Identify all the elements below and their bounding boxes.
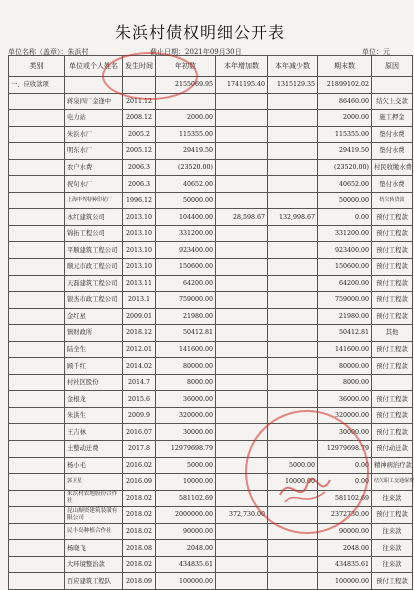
reason-cell: 往来款: [372, 556, 413, 573]
start-value-cell: 100000.00: [156, 573, 216, 590]
decrease-cell: [268, 126, 318, 143]
name-cell: 顺元市政工程公司: [65, 259, 123, 276]
increase-cell: [216, 259, 268, 276]
time-cell: 2016.09: [123, 474, 156, 491]
time-cell: 2013.10: [123, 242, 156, 259]
reason-cell: 预付工程款: [372, 292, 413, 309]
decrease-cell: [268, 225, 318, 242]
reason-cell: 结欠职工交通保费: [372, 474, 413, 491]
name-cell: 昆山顺资建筑装潢有限公司: [65, 507, 123, 524]
decrease-cell: [268, 391, 318, 408]
end-value-cell: 50412.81: [318, 325, 372, 342]
start-value-cell: 8000.00: [156, 374, 216, 391]
end-value-cell: 320000.00: [318, 407, 372, 424]
time-cell: [123, 77, 156, 94]
table-row: [9, 457, 413, 474]
end-value-cell: 0.00: [318, 457, 372, 474]
increase-cell: [216, 159, 268, 176]
increase-cell: [216, 341, 268, 358]
category-cell: [9, 192, 65, 209]
name-cell: 王吉林: [65, 424, 123, 441]
time-cell: 2018.02: [123, 556, 156, 573]
decrease-cell: [268, 424, 318, 441]
decrease-cell: [268, 523, 318, 540]
increase-cell: [216, 292, 268, 309]
category-cell: [9, 540, 65, 557]
time-cell: 2008.12: [123, 110, 156, 127]
reason-cell: [372, 374, 413, 391]
header-cell: 发生时间: [123, 56, 156, 77]
reason-cell: 村民收缴水费: [372, 159, 413, 176]
name-cell: 上海申驾特种印花厂: [65, 192, 123, 209]
start-value-cell: 759000.00: [156, 292, 216, 309]
time-cell: 2013.1: [123, 292, 156, 309]
reason-cell: 预付工程款: [372, 407, 413, 424]
name-cell: 朱洪生: [65, 407, 123, 424]
increase-cell: [216, 358, 268, 375]
decrease-cell: [268, 110, 318, 127]
increase-cell: [216, 242, 268, 259]
table-row: [9, 474, 413, 491]
time-cell: 2009.01: [123, 308, 156, 325]
debt-table: [8, 55, 413, 590]
decrease-cell: [268, 176, 318, 193]
start-value-cell: 2000.00: [156, 110, 216, 127]
end-value-cell: 2372730.00: [318, 507, 372, 524]
reason-cell: 其他: [372, 325, 413, 342]
category-cell: [9, 391, 65, 408]
decrease-cell: [268, 441, 318, 458]
currency-label: 单位：元: [362, 48, 390, 56]
time-cell: 2018.02: [123, 490, 156, 507]
name-cell: 祝旬水厂: [65, 176, 123, 193]
start-value-cell: [156, 93, 216, 110]
table-row: [9, 573, 413, 590]
end-value-cell: 21899102.02: [318, 77, 372, 94]
time-cell: 2013.10: [123, 225, 156, 242]
start-value-cell: 320000.00: [156, 407, 216, 424]
name-cell: 大环境整治款: [65, 556, 123, 573]
decrease-cell: [268, 275, 318, 292]
start-value-cell: 50412.81: [156, 325, 216, 342]
table-row: [9, 358, 413, 375]
time-cell: 2012.01: [123, 341, 156, 358]
time-cell: 2014.7: [123, 374, 156, 391]
table-row: [9, 490, 413, 507]
decrease-cell: [268, 507, 318, 524]
decrease-cell: [268, 143, 318, 160]
start-value-cell: (23520.00): [156, 159, 216, 176]
reason-cell: 预付工程款: [372, 424, 413, 441]
time-cell: 2013.10: [123, 209, 156, 226]
category-cell: [9, 556, 65, 573]
reason-cell: 预付动迁款: [372, 441, 413, 458]
end-value-cell: 759000.00: [318, 292, 372, 309]
name-cell: 明东水厂: [65, 143, 123, 160]
decrease-cell: [268, 308, 318, 325]
end-value-cell: 100000.00: [318, 573, 372, 590]
category-cell: [9, 474, 65, 491]
end-value-cell: 0.00: [318, 209, 372, 226]
header-cell: 本年减少数: [268, 56, 318, 77]
table-row: [9, 341, 413, 358]
table-row: [9, 192, 413, 209]
category-cell: [9, 292, 65, 309]
start-value-cell: 90000.00: [156, 523, 216, 540]
start-value-cell: 21980.00: [156, 308, 216, 325]
end-value-cell: 21980.00: [318, 308, 372, 325]
category-cell: [9, 225, 65, 242]
decrease-cell: 5000.00: [268, 457, 318, 474]
reason-cell: 垫付水费: [372, 176, 413, 193]
increase-cell: [216, 540, 268, 557]
decrease-cell: [268, 93, 318, 110]
start-value-cell: 2048.00: [156, 540, 216, 557]
start-value-cell: 434835.61: [156, 556, 216, 573]
time-cell: 2005.2: [123, 126, 156, 143]
increase-cell: 28,598.67: [216, 209, 268, 226]
decrease-cell: [268, 325, 318, 342]
start-value-cell: 5000.00: [156, 457, 216, 474]
name-cell: 电力站: [65, 110, 123, 127]
reason-cell: 预付工程款: [372, 507, 413, 524]
time-cell: 2013.10: [123, 259, 156, 276]
name-cell: 蒋泉四厂金逢中: [65, 93, 123, 110]
category-cell: [9, 308, 65, 325]
increase-cell: [216, 474, 268, 491]
increase-cell: [216, 490, 268, 507]
increase-cell: [216, 374, 268, 391]
table-row: [9, 176, 413, 193]
reason-cell: 预付工程款: [372, 209, 413, 226]
table-row: [9, 523, 413, 540]
end-value-cell: 2048.00: [318, 540, 372, 557]
table-row: [9, 93, 413, 110]
time-cell: 2006.3: [123, 176, 156, 193]
name-cell: 顾千红: [65, 358, 123, 375]
decrease-cell: 132,998.67: [268, 209, 318, 226]
start-value-cell: 40652.00: [156, 176, 216, 193]
category-cell: 一、应收款项: [9, 77, 65, 94]
decrease-cell: [268, 540, 318, 557]
decrease-cell: [268, 358, 318, 375]
end-value-cell: 150600.00: [318, 259, 372, 276]
category-cell: [9, 441, 65, 458]
increase-cell: [216, 93, 268, 110]
table-row: [9, 391, 413, 408]
end-value-cell: 80000.00: [318, 358, 372, 375]
decrease-cell: [268, 292, 318, 309]
reason-cell: 预付工程款: [372, 308, 413, 325]
table-row: [9, 77, 413, 94]
reason-cell: 预付工程款: [372, 573, 413, 590]
reason-cell: 预付工程款: [372, 275, 413, 292]
end-value-cell: 29419.50: [318, 143, 372, 160]
start-value-cell: 104400.00: [156, 209, 216, 226]
end-value-cell: 141600.00: [318, 341, 372, 358]
category-cell: [9, 457, 65, 474]
end-value-cell: (23520.00): [318, 159, 372, 176]
category-cell: [9, 110, 65, 127]
reason-cell: 往来款: [372, 540, 413, 557]
reason-cell: 预付工程款: [372, 391, 413, 408]
end-value-cell: 0.00: [318, 474, 372, 491]
start-value-cell: 30000.00: [156, 424, 216, 441]
name-cell: 金根龙: [65, 391, 123, 408]
decrease-cell: [268, 407, 318, 424]
start-value-cell: 923400.00: [156, 242, 216, 259]
time-cell: 2018.08: [123, 540, 156, 557]
start-value-cell: 115355.00: [156, 126, 216, 143]
category-cell: [9, 523, 65, 540]
time-cell: 2009.9: [123, 407, 156, 424]
start-value-cell: 80000.00: [156, 358, 216, 375]
end-value-cell: 12979698.79: [318, 441, 372, 458]
reason-cell: 预付工程款: [372, 259, 413, 276]
category-cell: [9, 374, 65, 391]
table-row: [9, 424, 413, 441]
header-cell: 本年增加数: [216, 56, 268, 77]
name-cell: 镇财政所: [65, 325, 123, 342]
time-cell: 2016.07: [123, 424, 156, 441]
time-cell: 2018.09: [123, 573, 156, 590]
increase-cell: [216, 308, 268, 325]
time-cell: 2005.12: [123, 143, 156, 160]
name-cell: 杨小毛: [65, 457, 123, 474]
table-row: [9, 259, 413, 276]
end-value-cell: 581102.69: [318, 490, 372, 507]
reason-cell: 预付工程款: [372, 341, 413, 358]
category-cell: [9, 143, 65, 160]
name-cell: 陆全生: [65, 341, 123, 358]
end-value-cell: 8000.00: [318, 374, 372, 391]
name-cell: 朱浜水厂: [65, 126, 123, 143]
category-cell: [9, 275, 65, 292]
category-cell: [9, 341, 65, 358]
table-row: [9, 209, 413, 226]
table-row: [9, 242, 413, 259]
date-label: 截止日期：2021年09月30日: [150, 48, 242, 56]
header-cell: 原因: [372, 56, 413, 77]
time-cell: 2018.12: [123, 325, 156, 342]
table-row: [9, 556, 413, 573]
reason-cell: 垫付水费: [372, 143, 413, 160]
category-cell: [9, 490, 65, 507]
time-cell: 2015.6: [123, 391, 156, 408]
start-value-cell: 36000.00: [156, 391, 216, 408]
time-cell: 2018.02: [123, 507, 156, 524]
name-cell: 百应建筑工程队: [65, 573, 123, 590]
category-cell: [9, 209, 65, 226]
decrease-cell: 1315129.35: [268, 77, 318, 94]
page-title: 朱浜村债权明细公开表: [114, 23, 285, 42]
end-value-cell: 115355.00: [318, 126, 372, 143]
name-cell: 银杰市政工程公司: [65, 292, 123, 309]
header-cell: 类别: [9, 56, 65, 77]
name-cell: 永红建筑公司: [65, 209, 123, 226]
increase-cell: [216, 275, 268, 292]
table-row: [9, 308, 413, 325]
category-cell: [9, 407, 65, 424]
start-value-cell: 10000.00: [156, 474, 216, 491]
table-row: [9, 225, 413, 242]
reason-cell: 预付工程款: [372, 358, 413, 375]
reason-cell: 预付工程款: [372, 225, 413, 242]
start-value-cell: 50000.00: [156, 192, 216, 209]
end-value-cell: 40652.00: [318, 176, 372, 193]
table-row: [9, 374, 413, 391]
end-value-cell: 923400.00: [318, 242, 372, 259]
end-value-cell: 434835.61: [318, 556, 372, 573]
category-cell: [9, 573, 65, 590]
table-row: [9, 507, 413, 524]
header-cell: 期末数: [318, 56, 372, 77]
start-value-cell: 12979698.79: [156, 441, 216, 458]
reason-cell: 精神病治疗款: [372, 457, 413, 474]
end-value-cell: 30000.00: [318, 424, 372, 441]
time-cell: 1996.12: [123, 192, 156, 209]
increase-cell: [216, 556, 268, 573]
table-row: [9, 159, 413, 176]
name-cell: 郭卫星: [65, 474, 123, 491]
name-cell: 锦拓工程公司: [65, 225, 123, 242]
increase-cell: [216, 192, 268, 209]
increase-cell: 1741195.40: [216, 77, 268, 94]
increase-cell: [216, 573, 268, 590]
decrease-cell: [268, 374, 318, 391]
increase-cell: [216, 457, 268, 474]
reason-cell: 结欠上交款: [372, 93, 413, 110]
category-cell: [9, 176, 65, 193]
table-row: [9, 275, 413, 292]
start-value-cell: 2000000.00: [156, 507, 216, 524]
time-cell: 2014.02: [123, 358, 156, 375]
name-cell: 平顺建筑工程公司: [65, 242, 123, 259]
increase-cell: [216, 225, 268, 242]
increase-cell: [216, 523, 268, 540]
start-value-cell: 150600.00: [156, 259, 216, 276]
table-row: [9, 143, 413, 160]
reason-cell: 垫付水费: [372, 126, 413, 143]
increase-cell: [216, 407, 268, 424]
decrease-cell: [268, 159, 318, 176]
increase-cell: [216, 110, 268, 127]
category-cell: [9, 126, 65, 143]
name-cell: 朱浜村农地股份合作社: [65, 490, 123, 507]
increase-cell: [216, 441, 268, 458]
category-cell: [9, 358, 65, 375]
category-cell: [9, 159, 65, 176]
end-value-cell: 90000.00: [318, 523, 372, 540]
decrease-cell: [268, 556, 318, 573]
increase-cell: [216, 424, 268, 441]
table-row: [9, 325, 413, 342]
category-cell: [9, 242, 65, 259]
time-cell: 2017.8: [123, 441, 156, 458]
table-row: [9, 540, 413, 557]
category-cell: [9, 424, 65, 441]
start-value-cell: 64200.00: [156, 275, 216, 292]
start-value-cell: 2155069.95: [156, 77, 216, 94]
name-cell: [65, 77, 123, 94]
start-value-cell: 581102.69: [156, 490, 216, 507]
end-value-cell: 2000.00: [318, 110, 372, 127]
reason-cell: 结欠转贷款: [372, 192, 413, 209]
table-row: [9, 407, 413, 424]
increase-cell: [216, 176, 268, 193]
time-cell: 2006.3: [123, 159, 156, 176]
increase-cell: 372,730.00: [216, 507, 268, 524]
decrease-cell: [268, 573, 318, 590]
end-value-cell: 36000.00: [318, 391, 372, 408]
name-cell: 村社区股份: [65, 374, 123, 391]
table-row: [9, 126, 413, 143]
header-cell: 单位或个人姓名: [65, 56, 123, 77]
reason-cell: 预付工程款: [372, 242, 413, 259]
time-cell: 2018.02: [123, 523, 156, 540]
name-cell: 土整动迁费: [65, 441, 123, 458]
reason-cell: 施工押金: [372, 110, 413, 127]
name-cell: 杨晓飞: [65, 540, 123, 557]
table-row: [9, 292, 413, 309]
name-cell: 农户水费: [65, 159, 123, 176]
end-value-cell: 331200.00: [318, 225, 372, 242]
time-cell: 2011.12: [123, 93, 156, 110]
start-value-cell: 331200.00: [156, 225, 216, 242]
start-value-cell: 141600.00: [156, 341, 216, 358]
name-cell: 金红星: [65, 308, 123, 325]
decrease-cell: [268, 259, 318, 276]
time-cell: 2016.02: [123, 457, 156, 474]
end-value-cell: 86460.00: [318, 93, 372, 110]
reason-cell: 往来款: [372, 523, 413, 540]
end-value-cell: 50000.00: [318, 192, 372, 209]
time-cell: 2013.11: [123, 275, 156, 292]
header-cell: 年初数: [156, 56, 216, 77]
reason-cell: 往来款: [372, 490, 413, 507]
header-row: [9, 56, 413, 77]
decrease-cell: [268, 341, 318, 358]
name-cell: 天磊建筑工程公司: [65, 275, 123, 292]
start-value-cell: 29419.50: [156, 143, 216, 160]
category-cell: [9, 259, 65, 276]
increase-cell: [216, 126, 268, 143]
reason-cell: [372, 77, 413, 94]
category-cell: [9, 325, 65, 342]
name-cell: 民丰岛种植合作社: [65, 523, 123, 540]
increase-cell: [216, 391, 268, 408]
category-cell: [9, 507, 65, 524]
table-row: [9, 110, 413, 127]
increase-cell: [216, 143, 268, 160]
unit-label: 单位名称（盖章）：朱浜村: [8, 48, 89, 56]
increase-cell: [216, 325, 268, 342]
decrease-cell: 10000.00: [268, 474, 318, 491]
table-row: [9, 441, 413, 458]
decrease-cell: [268, 242, 318, 259]
end-value-cell: 64200.00: [318, 275, 372, 292]
decrease-cell: [268, 192, 318, 209]
decrease-cell: [268, 490, 318, 507]
category-cell: [9, 93, 65, 110]
